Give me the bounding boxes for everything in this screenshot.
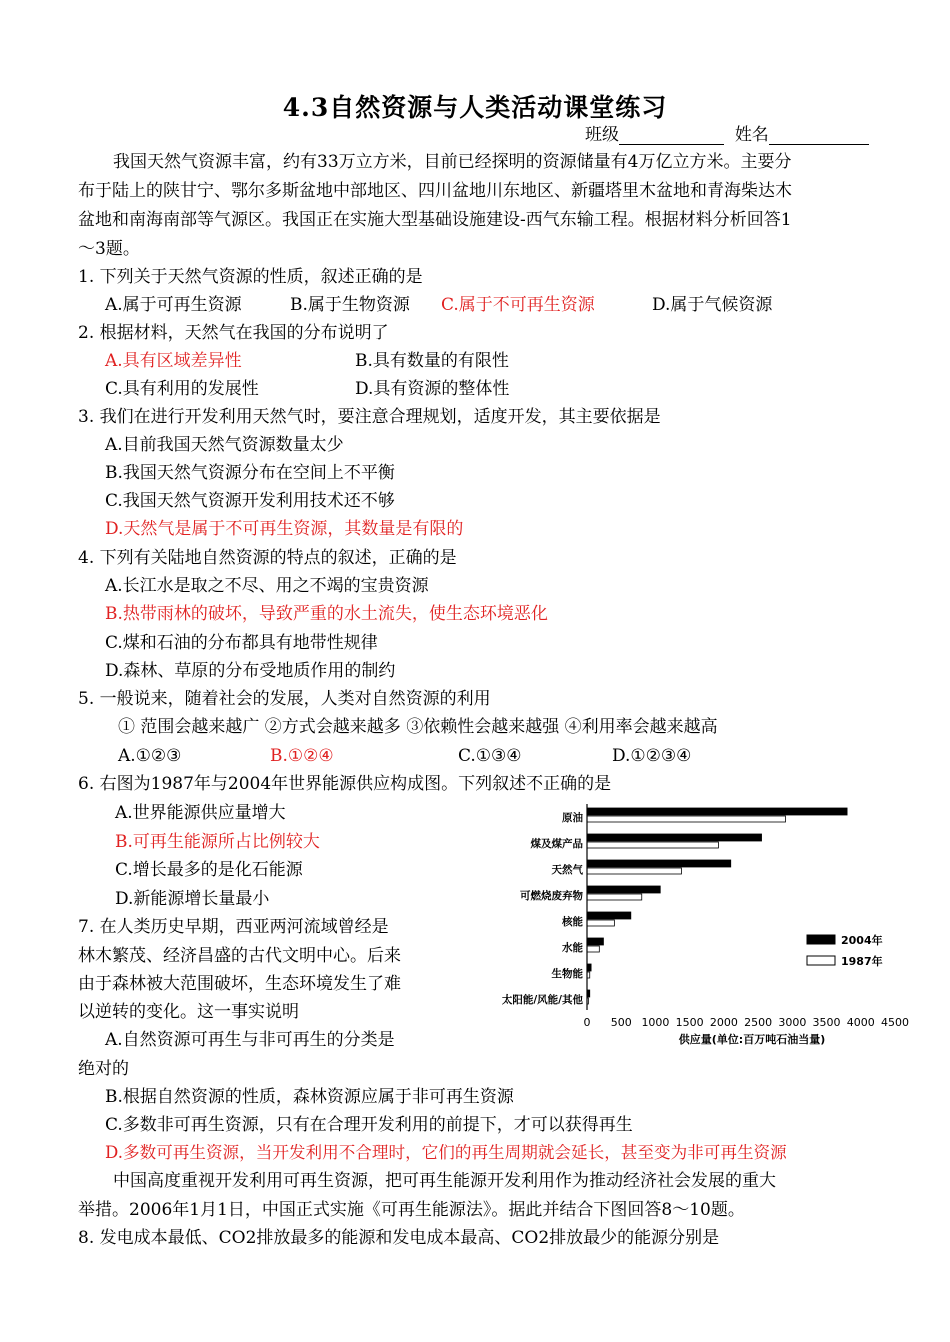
q4-option-c: C.煤和石油的分布都具有地带性规律 xyxy=(105,633,378,653)
q5-stem: 5. 一般说来，随着社会的发展，人类对自然资源的利用 xyxy=(78,689,491,709)
class-label: 班级 xyxy=(585,125,619,145)
chart-category-label: 太阳能/风能/其他 xyxy=(501,994,583,1006)
chart-category-label: 核能 xyxy=(562,916,583,928)
chart-x-tick-label: 1000 xyxy=(641,1016,670,1029)
intro2-line-2: 举措。2006年1月1日，中国正式实施《可再生能源法》。据此并结合下图回答8～10题。 xyxy=(78,1200,745,1220)
q5-option-d: D.①②③④ xyxy=(612,746,692,766)
q7-stem-line-4: 以逆转的变化。这一事实说明 xyxy=(78,1002,299,1022)
chart-category-labels xyxy=(502,811,584,1006)
bar-2004 xyxy=(587,808,847,815)
q1-option-a: A.属于可再生资源 xyxy=(105,295,242,315)
q4-option-a: A.长江水是取之不尽、用之不竭的宝贵资源 xyxy=(105,576,429,596)
name-blank[interactable] xyxy=(769,126,869,145)
bar-1987 xyxy=(587,816,785,822)
q6-option-b: B.可再生能源所占比例较大 xyxy=(115,832,320,852)
q5-items: ① 范围会越来越广 ②方式会越来越多 ③依赖性会越来越强 ④利用率会越来越高 xyxy=(118,717,718,737)
chart-x-tick-label: 3500 xyxy=(812,1016,841,1029)
intro1-line-2: 布于陆上的陕甘宁、鄂尔多斯盆地中部地区、四川盆地川东地区、新疆塔里木盆地和青海柴达木 xyxy=(78,181,792,201)
chart-x-tick-label: 2500 xyxy=(744,1016,773,1029)
chart-x-axis-label: 供应量(单位:百万吨石油当量) xyxy=(678,1033,826,1046)
q2-option-b: B.具有数量的有限性 xyxy=(355,351,509,371)
intro1-line-3: 盆地和南海南部等气源区。我国正在实施大型基础设施建设-西气东输工程。根据材料分析回答1 xyxy=(78,210,792,230)
chart-x-tick-label: 500 xyxy=(610,1016,632,1029)
q5-option-a: A.①②③ xyxy=(118,746,182,766)
bar-2004 xyxy=(587,860,731,867)
q5-option-c: C.①③④ xyxy=(458,746,522,766)
chart-x-tick-label: 1500 xyxy=(675,1016,704,1029)
legend-label-1987: 1987年 xyxy=(841,955,883,968)
q7-stem-line-2: 林木繁茂、经济昌盛的古代文明中心。后来 xyxy=(78,946,401,966)
q5-option-b: B.①②④ xyxy=(270,746,334,766)
q7-option-d: D.多数可再生资源，当开发利用不合理时，它们的再生周期就会延长，甚至变为非可再生资源 xyxy=(105,1143,787,1162)
q3-option-c: C.我国天然气资源开发利用技术还不够 xyxy=(105,491,395,511)
q3-option-d: D.天然气是属于不可再生资源，其数量是有限的 xyxy=(105,519,464,539)
q7-stem-line-1: 7. 在人类历史早期，西亚两河流域曾经是 xyxy=(78,917,389,937)
intro1-line-4: ～3题。 xyxy=(78,239,140,259)
chart-category-label: 生物能 xyxy=(551,968,583,980)
bar-2004 xyxy=(587,912,631,919)
bar-2004 xyxy=(587,834,762,841)
q1-option-d: D.属于气候资源 xyxy=(652,295,773,315)
q2-option-d: D.具有资源的整体性 xyxy=(355,379,510,399)
q1-option-c: C.属于不可再生资源 xyxy=(441,295,595,315)
name-label: 姓名 xyxy=(734,125,769,145)
q1-stem: 1. 下列关于天然气资源的性质，叙述正确的是 xyxy=(78,267,423,287)
bar-1987 xyxy=(587,894,642,900)
chart-category-label: 水能 xyxy=(562,942,583,954)
q8-stem: 8. 发电成本最低、CO2排放最多的能源和发电成本最高、CO2排放最少的能源分别是 xyxy=(78,1228,720,1248)
q3-stem: 3. 我们在进行开发利用天然气时，要注意合理规划，适度开发，其主要依据是 xyxy=(78,407,661,427)
q4-option-d: D.森林、草原的分布受地质作用的制约 xyxy=(105,661,396,681)
q7-option-a-cont: 绝对的 xyxy=(78,1059,129,1079)
q7-option-b: B.根据自然资源的性质，森林资源应属于非可再生资源 xyxy=(105,1087,514,1107)
chart-x-tick-label: 2000 xyxy=(709,1016,738,1029)
bar-1987 xyxy=(587,920,614,926)
legend-swatch-2004 xyxy=(807,935,835,944)
q6-option-d: D.新能源增长量最小 xyxy=(115,889,270,909)
chart-category-label: 天然气 xyxy=(551,864,583,876)
chart-x-tick-label: 0 xyxy=(583,1016,591,1029)
bar-2004 xyxy=(587,938,603,945)
legend-label-2004: 2004年 xyxy=(841,934,883,947)
bar-1987 xyxy=(587,868,681,874)
q2-option-c: C.具有利用的发展性 xyxy=(105,379,259,399)
q2-stem: 2. 根据材料，天然气在我国的分布说明了 xyxy=(78,323,389,343)
q1-option-b: B.属于生物资源 xyxy=(290,295,410,315)
chart-x-tick-label: 3000 xyxy=(778,1016,807,1029)
q4-stem: 4. 下列有关陆地自然资源的特点的叙述，正确的是 xyxy=(78,548,457,568)
chart-legend xyxy=(807,933,883,968)
class-blank[interactable] xyxy=(619,126,724,145)
q2-option-a: A.具有区域差异性 xyxy=(105,351,242,371)
intro1-line-1: 我国天然气资源丰富，约有33万立方米，目前已经探明的资源储量有4万亿立方米。主要分 xyxy=(113,152,792,172)
bar-2004 xyxy=(587,964,591,971)
name-bar xyxy=(585,120,869,145)
q3-option-a: A.目前我国天然气资源数量太少 xyxy=(105,435,344,455)
q7-option-a: A.自然资源可再生与非可再生的分类是 xyxy=(105,1030,395,1050)
energy-supply-chart xyxy=(470,800,920,1050)
q3-option-b: B.我国天然气资源分布在空间上不平衡 xyxy=(105,463,395,483)
q4-option-b: B.热带雨林的破坏，导致严重的水土流失，使生态环境恶化 xyxy=(105,604,548,624)
chart-bars xyxy=(587,808,847,1004)
intro2-line-1: 中国高度重视开发利用可再生资源，把可再生能源开发利用作为推动经济社会发展的重大 xyxy=(113,1171,776,1191)
chart-category-label: 原油 xyxy=(562,812,583,824)
bar-1987 xyxy=(587,946,599,952)
chart-category-label: 可燃烧废弃物 xyxy=(520,890,583,902)
chart-x-tick-label: 4000 xyxy=(846,1016,875,1029)
q6-option-a: A.世界能源供应量增大 xyxy=(115,803,286,823)
bar-2004 xyxy=(587,886,660,893)
q7-option-c: C.多数非可再生资源，只有在合理开发利用的前提下，才可以获得再生 xyxy=(105,1115,633,1135)
chart-category-label: 煤及煤产品 xyxy=(530,838,583,850)
q6-stem: 6. 右图为1987年与2004年世界能源供应构成图。下列叙述不正确的是 xyxy=(78,774,612,794)
legend-swatch-1987 xyxy=(807,956,835,965)
q6-option-c: C.增长最多的是化石能源 xyxy=(115,860,303,880)
page-title: 4.3自然资源与人类活动课堂练习 xyxy=(282,93,668,122)
bar-1987 xyxy=(587,842,718,848)
chart-x-tick-label: 4500 xyxy=(881,1016,909,1029)
q7-stem-line-3: 由于森林被大范围破坏，生态环境发生了难 xyxy=(78,974,401,994)
